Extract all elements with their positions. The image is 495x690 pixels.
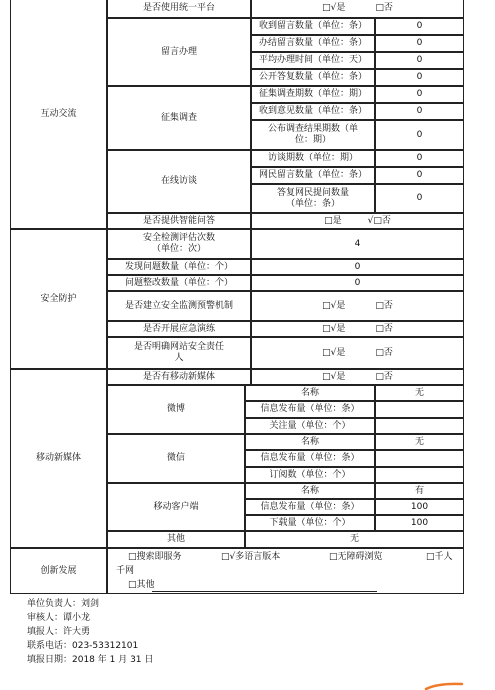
survey-row-0-label: 征集调查期数（单位：期） [251, 86, 375, 103]
survey-row-2-value: 0 [375, 120, 464, 150]
group-wechat: 微信 [107, 434, 245, 483]
group-weibo: 微博 [107, 385, 245, 434]
report-table [10, 0, 464, 594]
msg-row-3-label: 公开答复数量（单位：条） [251, 69, 375, 86]
interview-row-0-label: 访谈期数（单位：期） [251, 150, 375, 167]
weibo-row-1-label: 信息发布量（单位：条） [245, 401, 375, 418]
security-check-2-options[interactable] [251, 337, 464, 369]
smart-qa-no[interactable]: √□否 [367, 215, 391, 226]
survey-row-2-label: 公布调查结果期数（单位：期） [251, 120, 375, 150]
security-row-1-label: 发现问题数量（单位：个） [107, 259, 251, 275]
survey-row-1-label: 收到意见数量（单位：条） [251, 103, 375, 120]
security-check-1-yes[interactable]: □√是 [322, 323, 346, 334]
innovation-other-underline [152, 591, 377, 592]
security-check-2-label: 是否明确网站安全责任人 [107, 337, 251, 369]
security-check-2-no[interactable]: □否 [375, 347, 393, 358]
weibo-row-2-label: 关注量（单位：个） [245, 418, 375, 434]
weibo-row-1-value [375, 401, 464, 418]
smart-qa-label: 是否提供智能问答 [107, 213, 251, 229]
orange-arrow-icon [424, 682, 464, 690]
security-check-1-options[interactable] [251, 321, 464, 337]
unified-platform-options[interactable] [251, 0, 464, 18]
security-check-2-yes[interactable]: □√是 [322, 347, 346, 358]
msg-row-2-label: 平均办理时间（单位：天） [251, 52, 375, 69]
section-mobile: 移动新媒体 [10, 369, 107, 548]
security-check-0-options[interactable] [251, 291, 464, 321]
msg-row-0-label: 收到留言数量（单位：条） [251, 18, 375, 35]
security-check-1-no[interactable]: □否 [375, 323, 393, 334]
mobile-other-label: 其他 [107, 531, 245, 548]
weibo-row-0-value: 无 [375, 385, 464, 401]
section-interaction [10, 0, 107, 229]
innovation-multilingual[interactable]: □√多语言版本 [221, 552, 281, 562]
security-check-0-label: 是否建立安全监测预警机制 [107, 291, 251, 321]
wechat-row-2-label: 订阅数（单位：个） [245, 467, 375, 483]
security-row-0-label: 安全检测评估次数（单位：次） [107, 229, 251, 259]
security-row-1-value: 0 [251, 259, 464, 275]
footer-reviewer: 审核人：谭小龙 [27, 613, 91, 623]
footer-filler: 填报人：许大勇 [27, 627, 91, 637]
innovation-other[interactable]: □其他 [128, 580, 155, 590]
wechat-row-1-value [375, 450, 464, 467]
app-row-0-value: 有 [375, 483, 464, 499]
wechat-row-1-label: 信息发布量（单位：条） [245, 450, 375, 467]
wechat-row-0-label: 名称 [245, 434, 375, 450]
app-row-2-label: 下载量（单位：个） [245, 515, 375, 531]
section-label: 互动交流 [40, 108, 77, 119]
section-innovation: 创新发展 [10, 548, 107, 594]
msg-row-2-value: 0 [375, 52, 464, 69]
mobile-other-value: 无 [245, 531, 464, 548]
footer-phone: 联系电话：023-53312101 [27, 641, 139, 651]
footer-owner: 单位负责人：刘剑 [27, 599, 100, 609]
app-row-0-label: 名称 [245, 483, 375, 499]
group-message-handling: 留言办理 [107, 18, 251, 86]
weibo-row-0-label: 名称 [245, 385, 375, 401]
survey-row-1-value: 0 [375, 103, 464, 120]
has-mobile-yes[interactable]: □√是 [322, 371, 346, 382]
innovation-search-service[interactable]: □搜索即服务 [128, 552, 182, 562]
unified-platform-yes[interactable]: □√是 [322, 3, 346, 13]
innovation-accessibility[interactable]: □无障碍浏览 [329, 552, 383, 562]
innovation-qianren[interactable]: □千人 [426, 552, 453, 562]
weibo-row-2-value [375, 418, 464, 434]
security-row-0-value: 4 [251, 229, 464, 259]
app-row-1-value: 100 [375, 499, 464, 515]
wechat-row-0-value: 无 [375, 434, 464, 450]
has-mobile-no[interactable]: □否 [375, 371, 393, 382]
interview-row-2-value: 0 [375, 184, 464, 213]
group-online-interview: 在线访谈 [107, 150, 251, 213]
group-survey: 征集调查 [107, 86, 251, 150]
section-security: 安全防护 [10, 229, 107, 369]
has-mobile-label: 是否有移动新媒体 [107, 369, 251, 385]
app-row-2-value: 100 [375, 515, 464, 531]
security-check-0-no[interactable]: □否 [375, 300, 393, 311]
security-check-1-label: 是否开展应急演练 [107, 321, 251, 337]
footer-date: 填报日期：2018 年 1 月 31 日 [27, 655, 154, 665]
app-row-1-label: 信息发布量（单位：条） [245, 499, 375, 515]
wechat-row-2-value [375, 467, 464, 483]
unified-platform-no[interactable]: □否 [375, 3, 393, 13]
has-mobile-options[interactable] [251, 369, 464, 385]
group-app: 移动客户端 [107, 483, 245, 531]
innovation-options[interactable] [107, 548, 464, 594]
innovation-qianwang: 千网 [116, 566, 135, 576]
unified-platform-label: 是否使用统一平台 [107, 0, 251, 18]
security-row-2-value: 0 [251, 275, 464, 291]
survey-row-0-value: 0 [375, 86, 464, 103]
security-row-2-label: 问题整改数量（单位：个） [107, 275, 251, 291]
smart-qa-options[interactable] [251, 213, 464, 229]
smart-qa-yes[interactable]: □是 [324, 215, 342, 226]
interview-row-0-value: 0 [375, 150, 464, 167]
msg-row-1-value: 0 [375, 35, 464, 52]
interview-row-1-value: 0 [375, 167, 464, 184]
msg-row-3-value: 0 [375, 69, 464, 86]
interview-row-2-label: 答复网民提问数量（单位：条） [251, 184, 375, 213]
msg-row-1-label: 办结留言数量（单位：条） [251, 35, 375, 52]
security-check-0-yes[interactable]: □√是 [322, 300, 346, 311]
msg-row-0-value: 0 [375, 18, 464, 35]
interview-row-1-label: 网民留言数量（单位：条） [251, 167, 375, 184]
